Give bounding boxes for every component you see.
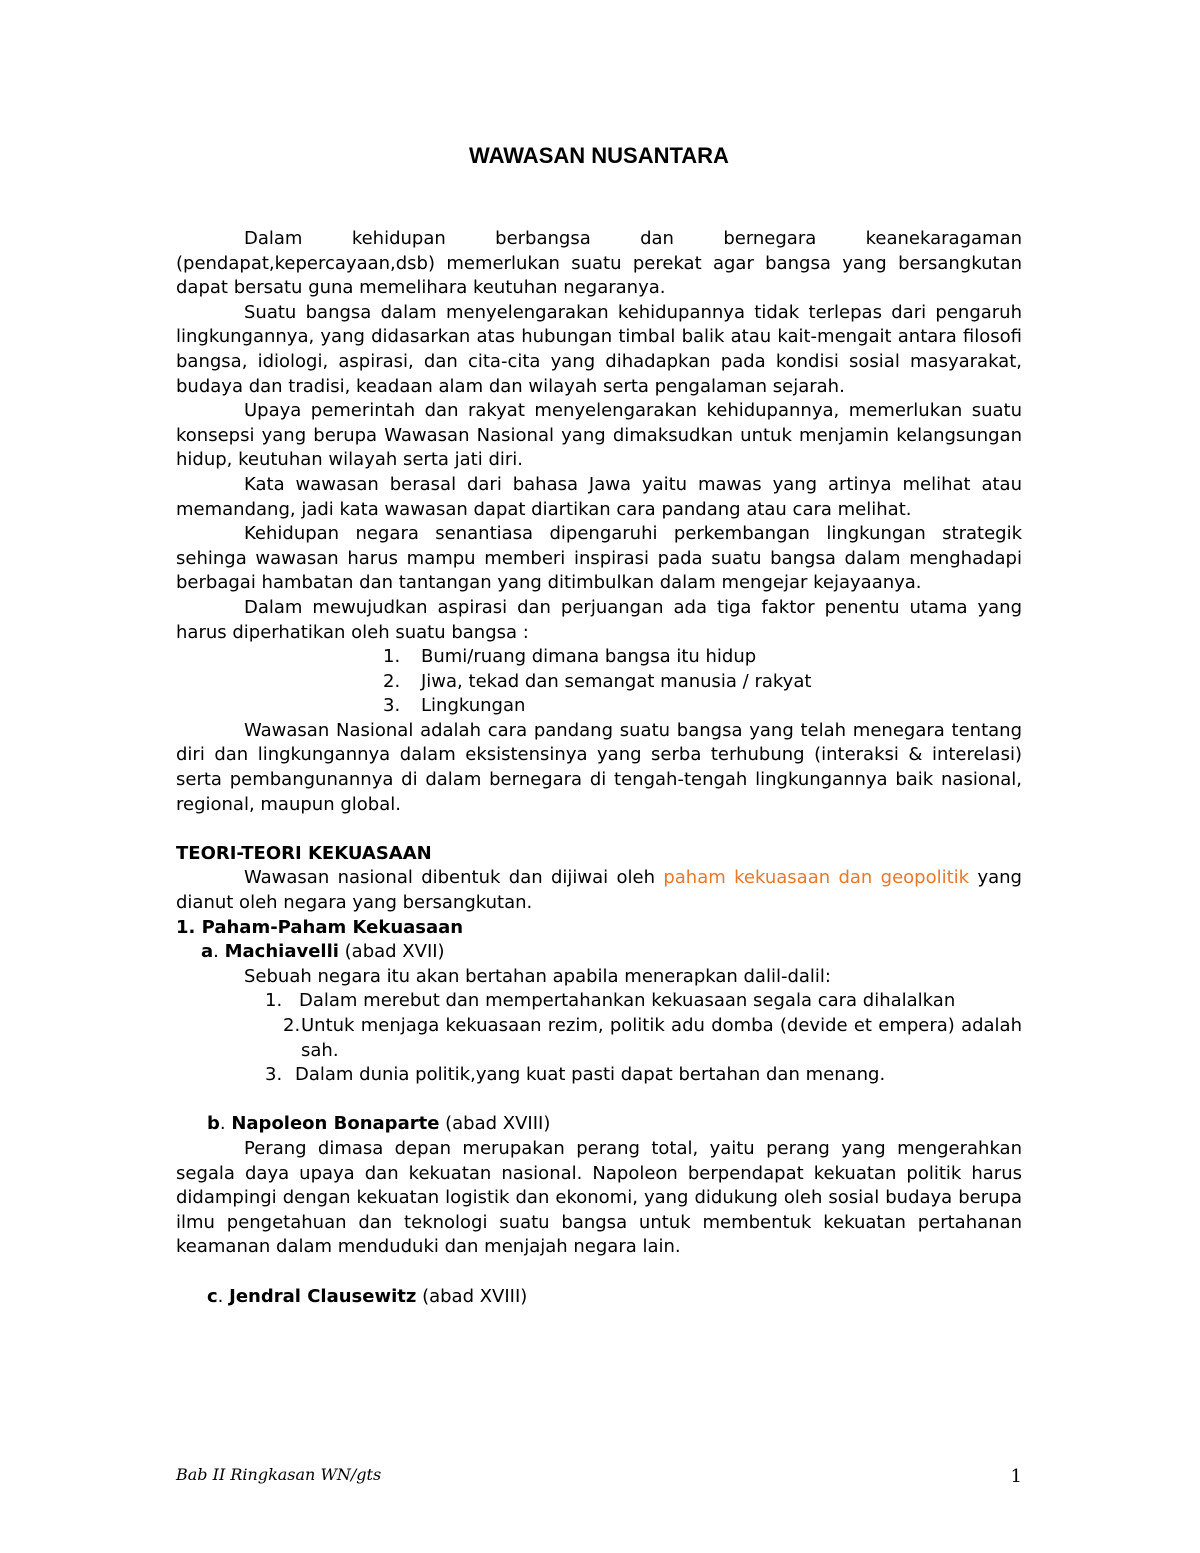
list-item bbox=[383, 694, 1022, 719]
sub-heading: 1. Paham-Paham Kekuasaan bbox=[176, 916, 464, 938]
napoleon-text: Perang dimasa depan merupakan perang total, yaitu perang yang mengerahkan segala daya upaya dan kekuatan nasional. Napoleon berpendapat kekuatan politik harus didampingi dengan kekuatan logistik dan ekonomi, yang didukung oleh sosial budaya berupa ilmu pengetahuan dan teknologi suatu bangsa untuk membentuk kekuatan pertahanan keamanan dalam menduduki dan menjajah negara lain. bbox=[176, 1137, 1022, 1258]
paragraph-6: Dalam mewujudkan aspirasi dan perjuangan ada tiga faktor penentu utama yang harus diperhatikan oleh suatu bangsa : bbox=[176, 596, 1022, 643]
section-intro-text-end: yang dianut oleh negara yang bersangkutan. bbox=[176, 867, 1022, 914]
list-number: 2. bbox=[283, 1015, 301, 1036]
paragraph-3: Upaya pemerintah dan rakyat menyelengarakan kehidupannya, memerlukan suatu konsepsi yang berupa Wawasan Nasional yang dimaksudkan untuk menjamin kelangsungan hidup, keutuhan wilayah serta jati diri. bbox=[176, 400, 1022, 471]
clausewitz-heading: c. Jendral Clausewitz (abad XVIII) bbox=[207, 1285, 528, 1307]
list-number: 1. bbox=[383, 646, 401, 668]
item-era: (abad XVIII) bbox=[416, 1285, 528, 1307]
item-era: (abad XVII) bbox=[338, 941, 445, 963]
document-title: WAWASAN NUSANTARA bbox=[469, 143, 729, 168]
list-text: Dalam dunia politik,yang kuat pasti dapat bertahan dan menang. bbox=[295, 1064, 886, 1086]
spacer bbox=[176, 1260, 1022, 1285]
paragraph-2: Suatu bangsa dalam menyelengarakan kehidupannya tidak terlepas dari pengaruh lingkungannya, yang didasarkan atas hubungan timbal balik atau kait-mengait antara filosofi bangsa, idiologi, aspirasi, dan cita-cita yang dihadapkan pada kondisi sosial masyarakat, budaya dan tradisi, keadaan alam dan wilayah serta pengalaman sejarah. bbox=[176, 301, 1022, 397]
page-footer: Bab II Ringkasan WN/gts bbox=[176, 1465, 382, 1484]
item-name: Machiavelli bbox=[224, 941, 339, 963]
factor-list bbox=[176, 645, 1022, 719]
item-name: Jendral Clausewitz bbox=[229, 1285, 417, 1307]
item-name: Napoleon Bonaparte bbox=[231, 1113, 440, 1135]
list-number: 3. bbox=[265, 1064, 283, 1086]
document-body bbox=[176, 227, 1022, 1309]
item-letter: b bbox=[207, 1113, 220, 1135]
list-number: 2. bbox=[383, 670, 401, 692]
list-text: Untuk menjaga kekuasaan rezim, politik adu domba (devide et empera) adalah sah. bbox=[301, 1015, 1022, 1061]
list-item bbox=[176, 989, 1022, 1014]
list-item bbox=[176, 1014, 1022, 1063]
list-text: Bumi/ruang dimana bangsa itu hidup bbox=[421, 646, 757, 668]
list-item bbox=[176, 1063, 1022, 1088]
list-text: Jiwa, tekad dan semangat manusia / rakyat bbox=[421, 670, 812, 692]
definition-paragraph: Wawasan Nasional adalah cara pandang suatu bangsa yang telah menegara tentang diri dan lingkungannya dalam eksistensinya yang serba terhubung (interaksi & interelasi) serta pembangunannya di dalam bernegara di tengah-tengah lingkungannya baik nasional, regional, maupun global. bbox=[176, 719, 1022, 815]
list-text: Lingkungan bbox=[421, 695, 526, 717]
paragraph-5: Kehidupan negara senantiasa dipengaruhi perkembangan lingkungan strategik sehinga wawasan harus mampu memberi inspirasi pada suatu bangsa dalam menghadapi berbagai hambatan dan tantangan yang ditimbulkan dalam mengejar kejayaanya. bbox=[176, 523, 1022, 594]
list-text: Dalam merebut dan mempertahankan kekuasaan segala cara dihalalkan bbox=[299, 990, 956, 1012]
list-item bbox=[383, 645, 1022, 670]
paragraph-4: Kata wawasan berasal dari bahasa Jawa yaitu mawas yang artinya melihat atau memandang, jadi kata wawasan dapat diartikan cara pandang atau cara melihat. bbox=[176, 473, 1022, 520]
page-number: 1 bbox=[1010, 1466, 1022, 1487]
section-heading: TEORI-TEORI KEKUASAAN bbox=[176, 842, 432, 864]
machiavelli-heading: a. Machiavelli (abad XVII) bbox=[201, 941, 445, 963]
item-letter: c bbox=[207, 1285, 218, 1307]
list-number: 1. bbox=[265, 990, 283, 1012]
section-intro-text: Wawasan nasional dibentuk dan dijiwai oleh bbox=[244, 867, 664, 889]
section-intro-highlight: paham kekuasaan dan geopolitik bbox=[663, 867, 970, 889]
spacer bbox=[176, 817, 1022, 842]
section-intro bbox=[176, 866, 1022, 915]
machiavelli-intro: Sebuah negara itu akan bertahan apabila menerapkan dalil-dalil: bbox=[244, 965, 831, 987]
list-number: 3. bbox=[383, 695, 401, 717]
list-item bbox=[383, 670, 1022, 695]
item-letter: a bbox=[201, 941, 214, 963]
document-page bbox=[176, 0, 1022, 1553]
paragraph-1: Dalam kehidupan berbangsa dan bernegara keanekaragaman (pendapat,kepercayaan,dsb) memerlukan suatu perekat agar bangsa yang bersangkutan dapat bersatu guna memelihara keutuhan negaranya. bbox=[176, 228, 1022, 299]
item-era: (abad XVIII) bbox=[439, 1113, 551, 1135]
spacer bbox=[176, 1088, 1022, 1113]
napoleon-heading: b. Napoleon Bonaparte (abad XVIII) bbox=[207, 1113, 551, 1135]
